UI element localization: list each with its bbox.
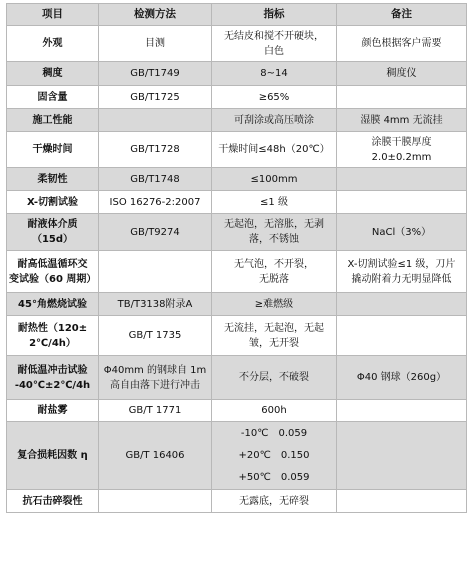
cell-item-text: 稠度 (42, 68, 63, 79)
temperature-label: +50℃ (238, 471, 271, 483)
cell-item-text: 2℃/4h） (29, 337, 76, 349)
cell-method-text: GB/T1748 (130, 173, 180, 185)
cell-item-text: 耐盐雾 (37, 405, 68, 416)
cell-spec (212, 400, 337, 422)
cell-method-text: TB/T3138附录A (117, 298, 193, 310)
cell-method-text: GB/T1725 (130, 91, 180, 103)
cell-spec (212, 251, 337, 293)
table-header-row (7, 4, 467, 26)
cell-spec-text: 无露底，无碎裂 (239, 495, 309, 507)
cell-spec-text: 干燥时间≤48h（20℃） (218, 144, 330, 155)
cell-spec (212, 132, 337, 168)
cell-item-text: 柔韧性 (37, 173, 68, 185)
cell-note (337, 490, 467, 513)
cell-method-text: GB/T 16406 (125, 450, 185, 461)
cell-method (99, 400, 212, 422)
cell-item-text: 变试验（60 周期） (9, 273, 97, 285)
cell-item-text: 耐高低温循环交 (17, 258, 88, 270)
cell-item-text: 45°角燃烧试验 (18, 298, 87, 310)
table-row (7, 86, 467, 109)
cell-item (7, 251, 99, 293)
cell-method-text: Φ40mm 的钢球自 1m (103, 364, 207, 376)
cell-spec (212, 26, 337, 62)
cell-method-text: GB/T 1735 (128, 330, 182, 341)
cell-method (99, 26, 212, 62)
cell-spec (212, 490, 337, 513)
cell-method (99, 132, 212, 168)
cell-item (7, 109, 99, 132)
spec-table (6, 3, 467, 513)
cell-item (7, 422, 99, 490)
cell-item-text: 施工性能 (32, 114, 73, 126)
cell-spec-text: 无气泡，不开裂， (234, 258, 314, 270)
cell-spec-text: ≥65% (258, 91, 290, 103)
cell-item-text: 耐液体介质 (27, 219, 78, 230)
cell-spec-text: ≥难燃级 (254, 298, 294, 310)
table-row (7, 109, 467, 132)
cell-note-text: 湿膜 4mm 无流挂 (360, 114, 443, 126)
cell-spec-text: ≤100mm (250, 173, 298, 185)
cell-spec (212, 356, 337, 400)
cell-method-text: 高自由落下进行冲击 (110, 379, 200, 391)
table-row (7, 356, 467, 400)
table-row (7, 26, 467, 62)
cell-spec-text: 白色 (264, 45, 284, 57)
table-row (7, 132, 467, 168)
header-note: 备注 (337, 4, 467, 26)
table-row (7, 293, 467, 316)
cell-method (99, 62, 212, 86)
cell-method-text: GB/T1749 (130, 68, 180, 79)
cell-note (337, 191, 467, 214)
cell-note (337, 109, 467, 132)
cell-note-text: 涂膜干膜厚度 (371, 136, 432, 148)
table-row (7, 316, 467, 356)
cell-item (7, 62, 99, 86)
cell-spec-text: 可刮涂或高压喷涂 (234, 114, 314, 126)
cell-item (7, 490, 99, 513)
table-row (7, 191, 467, 214)
cell-item (7, 168, 99, 191)
cell-method (99, 422, 212, 490)
cell-spec (212, 214, 337, 251)
cell-method-text: GB/T 1771 (128, 405, 182, 416)
cell-spec (212, 109, 337, 132)
loss-factor-entry (214, 423, 334, 445)
cell-note-text: Φ40 钢球（260g） (356, 372, 447, 383)
cell-note-text: 颜色根据客户需要 (361, 38, 442, 49)
cell-spec (212, 86, 337, 109)
temperature-label: -10℃ (240, 427, 269, 439)
cell-spec (212, 168, 337, 191)
loss-factor-entry (214, 445, 334, 467)
table-body (7, 26, 467, 513)
cell-method (99, 191, 212, 214)
loss-factor-value: 0.150 (280, 449, 310, 461)
loss-factor-entry (214, 467, 334, 489)
cell-item (7, 400, 99, 422)
table-row (7, 422, 467, 490)
cell-note (337, 214, 467, 251)
cell-method-text: GB/T1728 (130, 144, 180, 155)
cell-item-text: 复合损耗因数 η (17, 450, 88, 461)
cell-spec-text: ≤1 级 (260, 196, 288, 208)
cell-method (99, 356, 212, 400)
table-row (7, 168, 467, 191)
cell-spec-text: 无流挂，无起泡，无起 (224, 322, 324, 334)
loss-factor-value: 0.059 (278, 427, 308, 439)
table-row (7, 490, 467, 513)
cell-item (7, 86, 99, 109)
header-spec: 指标 (212, 4, 337, 26)
cell-method-text: GB/T9274 (130, 226, 180, 238)
cell-method (99, 168, 212, 191)
cell-note (337, 293, 467, 316)
cell-spec-text: 无脱落 (259, 273, 289, 285)
cell-item-text: 耐低温冲击试验 (17, 364, 88, 376)
cell-method (99, 251, 212, 293)
header-method: 检测方法 (99, 4, 212, 26)
temperature-label: +20℃ (238, 449, 271, 461)
cell-item-text: （15d） (31, 234, 74, 245)
cell-method (99, 86, 212, 109)
cell-note (337, 422, 467, 490)
cell-method (99, 109, 212, 132)
table-row (7, 251, 467, 293)
cell-spec-text: 皱，无开裂 (249, 337, 299, 349)
cell-item-text: 耐热性（120± (17, 322, 88, 334)
cell-spec (212, 316, 337, 356)
loss-factor-value: 0.059 (280, 471, 310, 483)
cell-method (99, 316, 212, 356)
cell-item (7, 191, 99, 214)
cell-note-text: 撬动附着力无明显降低 (351, 273, 452, 285)
cell-item (7, 26, 99, 62)
cell-spec (212, 62, 337, 86)
cell-spec (212, 293, 337, 316)
cell-spec-text: 8~14 (260, 68, 288, 79)
cell-note (337, 356, 467, 400)
cell-note-text: 稠度仪 (386, 68, 417, 79)
cell-note (337, 251, 467, 293)
cell-item (7, 316, 99, 356)
cell-item-text: -40℃±2℃/4h (14, 379, 91, 391)
cell-note-text: 2.0±0.2mm (371, 151, 432, 163)
cell-note-text: X-切割试验≤1 级，刀片 (347, 258, 456, 270)
table-row (7, 214, 467, 251)
cell-item (7, 132, 99, 168)
cell-note-text: NaCl（3%） (371, 226, 432, 238)
cell-item (7, 293, 99, 316)
cell-note (337, 62, 467, 86)
cell-note (337, 316, 467, 356)
cell-note (337, 132, 467, 168)
cell-spec-text: 落，不锈蚀 (249, 234, 299, 245)
cell-spec-text: 无起泡，无溶胀，无剥 (224, 219, 324, 230)
cell-item (7, 356, 99, 400)
cell-spec (212, 191, 337, 214)
cell-item-text: X-切割试验 (26, 196, 79, 208)
cell-item-text: 外观 (42, 38, 63, 49)
cell-method-text: 目测 (145, 38, 165, 49)
cell-item-text: 干燥时间 (32, 144, 73, 155)
cell-spec (212, 422, 337, 490)
cell-note (337, 26, 467, 62)
table-row (7, 62, 467, 86)
cell-spec-text: 600h (261, 405, 287, 416)
cell-note (337, 86, 467, 109)
cell-item-text: 抗石击碎裂性 (22, 495, 83, 507)
cell-spec-text: 不分层，不破裂 (239, 372, 309, 383)
cell-method (99, 214, 212, 251)
header-item: 项目 (7, 4, 99, 26)
cell-spec-text: 无结皮和搅不开硬块， (224, 30, 324, 42)
table-row (7, 400, 467, 422)
cell-note (337, 168, 467, 191)
cell-item (7, 214, 99, 251)
cell-method (99, 293, 212, 316)
cell-method (99, 490, 212, 513)
cell-note (337, 400, 467, 422)
cell-item-text: 固含量 (37, 91, 68, 103)
cell-method-text: ISO 16276-2:2007 (109, 196, 201, 208)
